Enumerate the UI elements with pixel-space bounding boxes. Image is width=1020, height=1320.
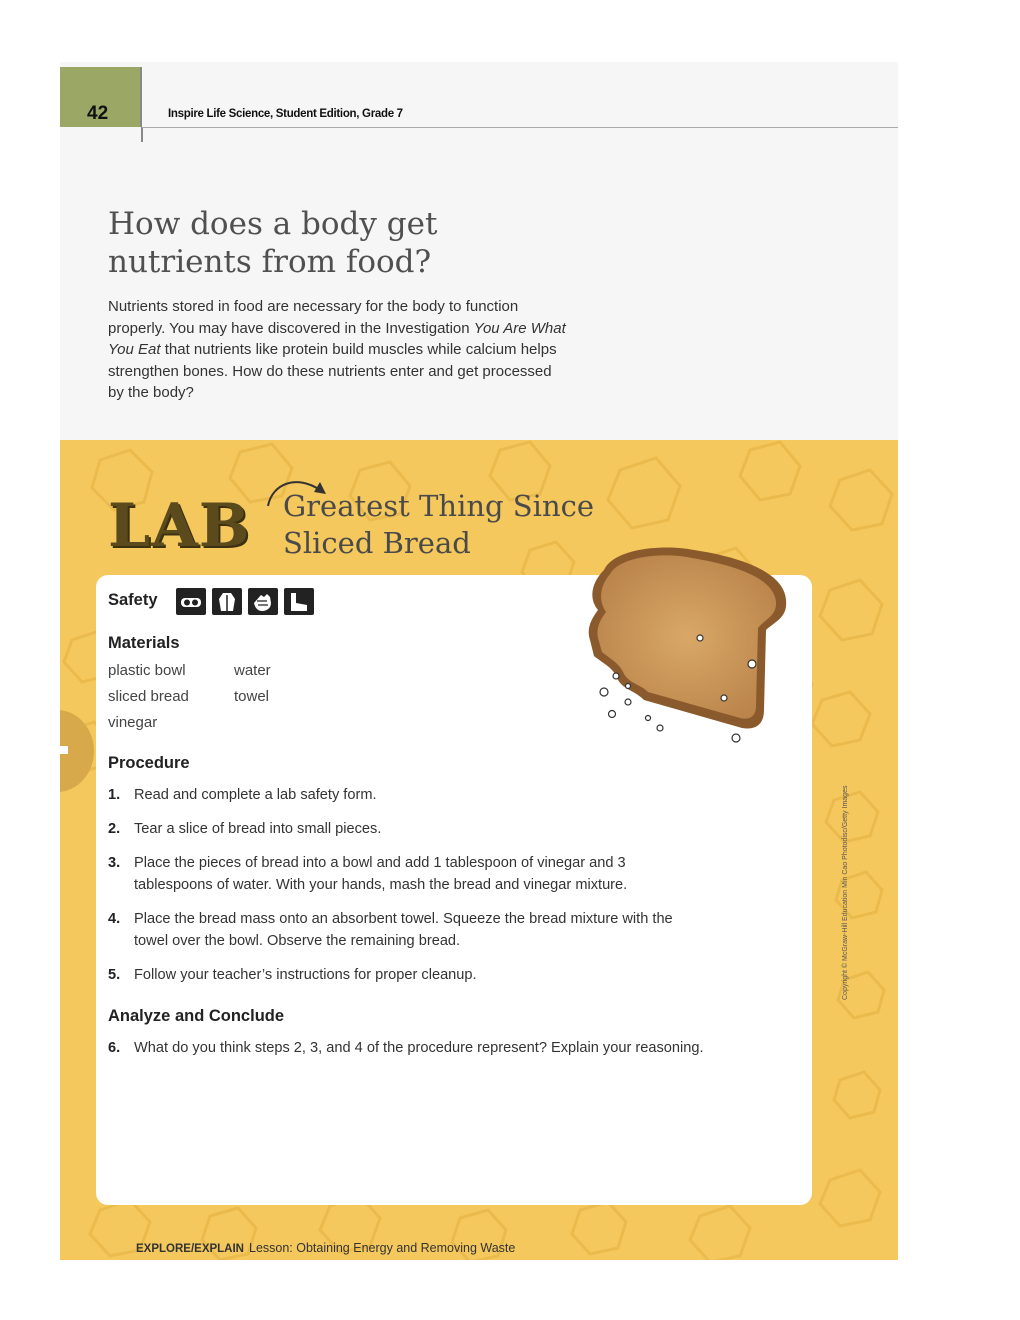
hand-wash-icon xyxy=(248,588,278,615)
section-heading: How does a body get nutrients from food? xyxy=(108,206,438,280)
step-text: Place the pieces of bread into a bowl and add 1 tablespoon of vinegar and 3 tablespoons of water. With your hands, mash the bread and vinegar mixture. xyxy=(134,855,628,893)
material-item: sliced bread xyxy=(108,688,189,705)
disposal-icon xyxy=(284,588,314,615)
procedure-step xyxy=(108,964,708,986)
footer-tag: EXPLORE/EXPLAIN xyxy=(136,1243,244,1255)
step-number: 3. xyxy=(108,855,121,871)
question-number: 6. xyxy=(108,1040,121,1056)
footer-lesson: Lesson: Obtaining Energy and Removing Waste xyxy=(249,1241,516,1255)
goggles-icon xyxy=(176,588,206,615)
lab-coat-icon xyxy=(212,588,242,615)
header-divider xyxy=(142,127,898,128)
safety-icons xyxy=(176,588,314,615)
step-number: 4. xyxy=(108,911,121,927)
step-text: Tear a slice of bread into small pieces. xyxy=(134,821,382,837)
procedure-step xyxy=(108,908,708,952)
procedure-heading: Procedure xyxy=(108,754,190,772)
tab-rule xyxy=(141,127,143,142)
bread-slice-image xyxy=(574,540,794,750)
step-number: 2. xyxy=(108,821,121,837)
procedure-step xyxy=(108,818,708,840)
book-title: Inspire Life Science, Student Edition, Grade 7 xyxy=(168,108,403,120)
safety-label: Safety xyxy=(108,591,158,609)
page-number: 42 xyxy=(87,103,109,124)
side-tab-notch xyxy=(60,746,68,754)
page-footer xyxy=(136,1241,515,1255)
step-text: Read and complete a lab safety form. xyxy=(134,787,377,803)
materials-heading: Materials xyxy=(108,634,180,652)
material-item: plastic bowl xyxy=(108,662,186,679)
lab-title: Greatest Thing Since Sliced Bread xyxy=(283,489,595,560)
step-number: 5. xyxy=(108,967,121,983)
analyze-heading: Analyze and Conclude xyxy=(108,1007,285,1025)
side-tab-marker xyxy=(20,710,94,792)
step-text: Place the bread mass onto an absorbent towel. Squeeze the bread mixture with the towel over the bowl. Observe the remaining bread. xyxy=(134,911,673,949)
procedure-step xyxy=(108,852,708,896)
copyright-credit: Copyright © McGraw-Hill Education Min Cao Photodisc/Getty Images xyxy=(842,785,849,1000)
material-item: water xyxy=(234,662,271,679)
question-text: What do you think steps 2, 3, and 4 of the procedure represent? Explain your reasoning. xyxy=(134,1040,704,1056)
procedure-step xyxy=(108,784,708,806)
lab-label: LAB xyxy=(108,491,251,561)
investigation-title: You Are What You Eat xyxy=(108,319,566,359)
intro-text-1: Nutrients stored in food are necessary for the body to function properly. You may have discovered in the Investigation xyxy=(108,298,519,337)
step-number: 1. xyxy=(108,787,121,803)
page-number-tab xyxy=(60,67,142,127)
material-item: towel xyxy=(234,688,270,705)
material-item: vinegar xyxy=(108,714,158,731)
intro-text-2: that nutrients like protein build muscles while calcium helps strengthen bones. How do these nutrients enter and get processed by the body? xyxy=(108,341,557,402)
analysis-question xyxy=(108,1037,708,1059)
intro-paragraph xyxy=(108,296,568,404)
step-text: Follow your teacher’s instructions for proper cleanup. xyxy=(134,967,477,983)
